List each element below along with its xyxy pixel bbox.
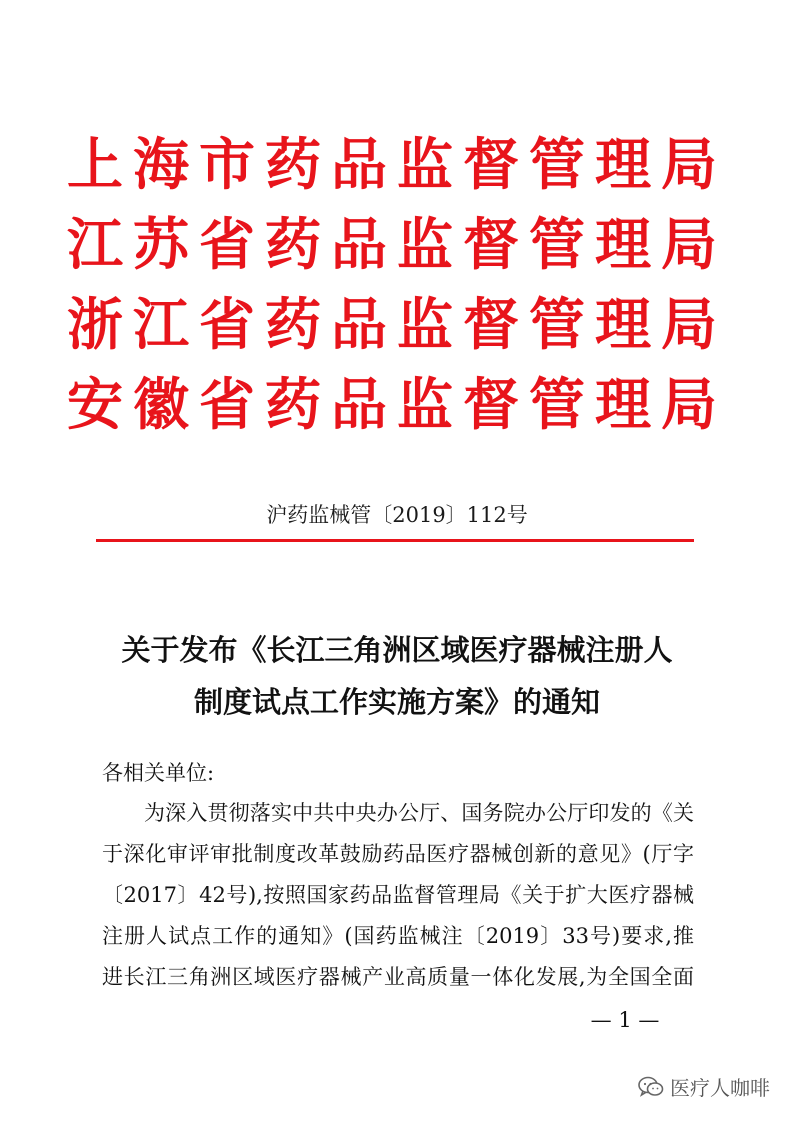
body-line: 进长江三角洲区域医疗器械产业高质量一体化发展,为全国全面 [102,965,694,989]
issuer-shanghai: 上海市药品监督管理局 [67,133,727,198]
document-number: 沪药监械管〔2019〕112号 [266,503,528,527]
issuing-authorities [0,126,794,446]
body-line: 为深入贯彻落实中共中央办公厅、国务院办公厅印发的《关 [144,801,694,825]
body-line: 注册人试点工作的通知》(国药监械注〔2019〕33号)要求,推 [102,924,694,948]
body-paragraph [102,793,694,998]
issuer-anhui: 安徽省药品监督管理局 [67,373,727,438]
notice-title [60,624,734,728]
title-line-1: 关于发布《长江三角洲区域医疗器械注册人 [121,633,673,667]
salutation: 各相关单位: [102,761,215,785]
red-divider-line [96,539,694,542]
body-line: 于深化审评审批制度改革鼓励药品医疗器械创新的意见》(厅字 [102,842,694,866]
title-line-2: 制度试点工作实施方案》的通知 [193,685,600,719]
body-line: 〔2017〕42号),按照国家药品监督管理局《关于扩大医疗器械 [102,883,694,907]
issuer-jiangsu: 江苏省药品监督管理局 [67,213,727,278]
wechat-watermark [638,1072,770,1101]
issuer-zhejiang: 浙江省药品监督管理局 [67,293,727,358]
wechat-icon [638,1076,664,1098]
page-number: — 1 — [590,1008,660,1032]
watermark-text: 医疗人咖啡 [670,1076,770,1100]
